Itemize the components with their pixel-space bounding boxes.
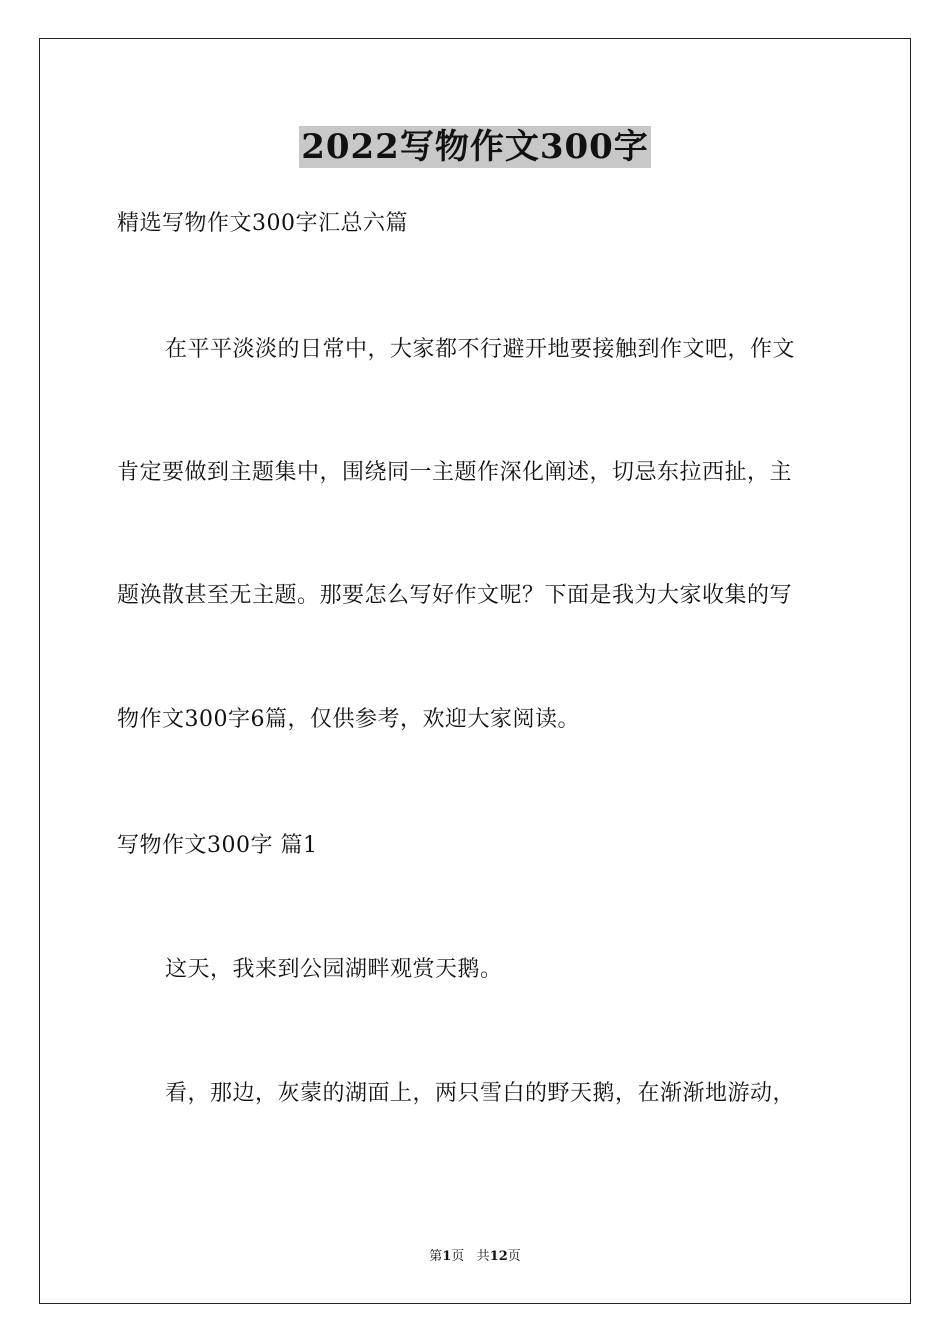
footer-page-suffix: 页 (451, 1249, 465, 1264)
page-footer (0, 1248, 950, 1266)
title-container (0, 126, 950, 168)
intro-line-2: 肯定要做到主题集中，围绕同一主题作深化阐述，切忌东拉西扯，主 (117, 460, 793, 485)
intro-line-4: 物作文300字6篇，仅供参考，欢迎大家阅读。 (117, 707, 580, 732)
document-subtitle: 精选写物作文300字汇总六篇 (117, 211, 408, 236)
footer-total-suffix: 页 (507, 1249, 521, 1264)
footer-total-prefix: 共 (476, 1249, 490, 1264)
document-title: 2022写物作文300字 (301, 127, 649, 167)
essay-line-1: 这天，我来到公园湖畔观赏天鹅。 (165, 957, 503, 982)
footer-page-prefix: 第 (429, 1249, 443, 1264)
essay-line-2: 看，那边，灰蒙的湖面上，两只雪白的野天鹅，在渐渐地游动， (165, 1081, 796, 1106)
intro-line-3: 题涣散甚至无主题。那要怎么写好作文呢？下面是我为大家收集的写 (117, 583, 793, 608)
section-heading: 写物作文300字 篇1 (117, 833, 318, 858)
intro-line-1: 在平平淡淡的日常中，大家都不行避开地要接触到作文吧，作文 (165, 337, 796, 362)
footer-page-number: 1 (442, 1249, 452, 1264)
footer-total-pages: 12 (489, 1249, 508, 1264)
